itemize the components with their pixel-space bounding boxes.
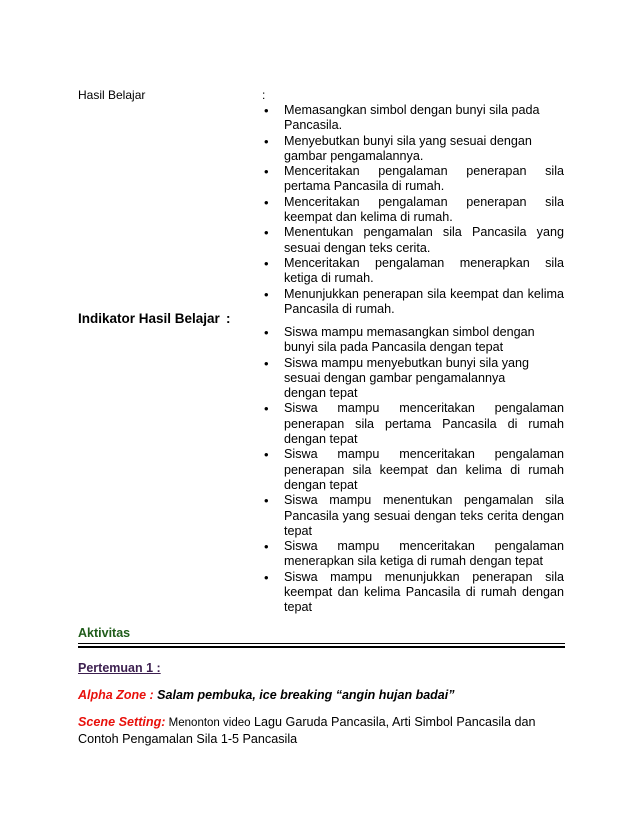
list-item: • Menyebutkan bunyi sila yang sesuai dengan gambar pengamalannya. xyxy=(262,134,564,165)
scene-setting-text: Menonton video xyxy=(165,717,251,729)
list-item: • Siswa mampu menceritakan pengalaman penerapan sila pertama Pancasila di rumah dengan tepat xyxy=(262,401,564,447)
scene-setting-label: Scene Setting: xyxy=(78,715,166,729)
scene-setting-paragraph xyxy=(78,714,565,747)
alpha-zone-line xyxy=(78,688,454,702)
list-item: • Siswa mampu menceritakan pengalaman menerapkan sila ketiga di rumah dengan tepat xyxy=(262,539,564,570)
list-item: • Menceritakan pengalaman penerapan sila pertama Pancasila di rumah. xyxy=(262,164,564,195)
list-item: • Menentukan pengamalan sila Pancasila yang sesuai dengan teks cerita. xyxy=(262,225,564,256)
aktivitas-heading: Aktivitas xyxy=(78,626,131,640)
list-item: • Siswa mampu menunjukkan penerapan sila keempat dan kelima Pancasila di rumah dengan tepat xyxy=(262,570,564,616)
alpha-zone-text: Salam pembuka, ice breaking “angin hujan badai” xyxy=(153,688,455,702)
list-item: • Menceritakan pengalaman penerapan sila keempat dan kelima di rumah. xyxy=(262,195,564,226)
indikator-colon: : xyxy=(226,311,231,326)
list-item: • Siswa mampu menentukan pengamalan sila Pancasila yang sesuai dengan teks cerita dengan tepat xyxy=(262,493,564,539)
indikator-label: Indikator Hasil Belajar xyxy=(78,311,220,326)
list-item: • Memasangkan simbol dengan bunyi sila pada Pancasila. xyxy=(262,103,564,134)
alpha-zone-label: Alpha Zone : xyxy=(78,688,154,702)
scene-setting-text-2: Lagu Garuda Pancasila, Arti Simbol Pancasila dan Contoh Pengamalan Sila 1-5 Pancasila xyxy=(78,715,536,746)
list-item: • Siswa mampu menceritakan pengalaman penerapan sila keempat dan kelima di rumah dengan tepat xyxy=(262,447,564,493)
divider xyxy=(78,646,565,648)
hasil-belajar-label: Hasil Belajar xyxy=(78,88,146,102)
pertemuan-heading: Pertemuan 1 : xyxy=(78,661,161,675)
divider xyxy=(78,643,565,644)
list-item: • Siswa mampu memasangkan simbol dengan bunyi sila pada Pancasila dengan tepat xyxy=(262,325,536,356)
hasil-belajar-colon: : xyxy=(262,88,266,102)
list-item: • Menceritakan pengalaman menerapkan sila ketiga di rumah. xyxy=(262,256,564,287)
indikator-list xyxy=(262,325,564,616)
hasil-belajar-list xyxy=(262,103,564,317)
list-item: • Menunjukkan penerapan sila keempat dan kelima Pancasila di rumah. xyxy=(262,287,564,318)
list-item: • Siswa mampu menyebutkan bunyi sila yang sesuai dengan gambar pengamalannya dengan tepat xyxy=(262,356,546,402)
